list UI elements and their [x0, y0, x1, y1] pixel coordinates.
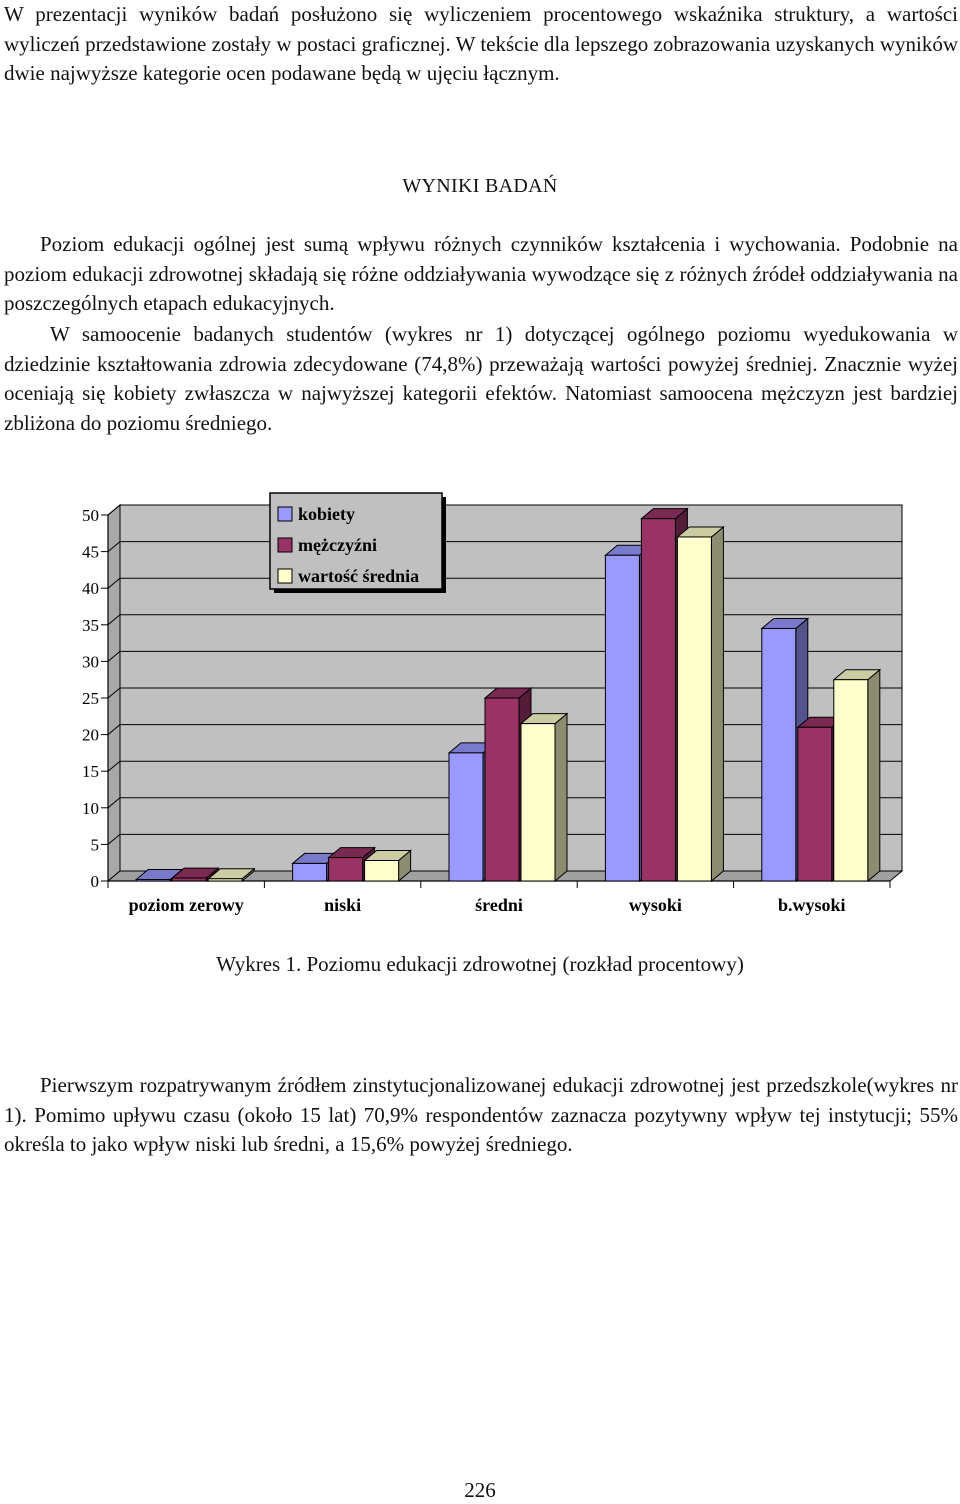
y-tick-label: 35	[82, 615, 99, 635]
y-tick-label: 5	[90, 835, 99, 855]
y-axis-ticks	[82, 506, 108, 891]
bar-front	[605, 555, 639, 881]
bar-front	[449, 753, 483, 881]
legend-swatch	[278, 569, 292, 583]
x-category-label: b.wysoki	[778, 895, 846, 915]
x-category-label: poziom zerowy	[128, 895, 244, 915]
bar-front	[641, 519, 675, 881]
section-paragraph-2: W samoocenie badanych studentów (wykres nr 1) dotyczącej ogólnego poziomu wyedukowania w dziedzinie kształtowania zdrowia zdecydowane (74,8%) przeważają wartości powyżej średniej. Znacznie wyżej oceniają się kobiety zwłaszcza w najwyższej kategorii efektów. Natomiast samoocena mężczyzn jest bardziej zbliżona do poziomu średniego.	[4, 322, 958, 435]
section-heading: WYNIKI BADAŃ	[402, 175, 558, 197]
bar-front	[834, 680, 868, 881]
y-tick-label: 45	[82, 542, 99, 562]
y-tick-label: 25	[82, 689, 99, 708]
bar-chart	[0, 485, 960, 925]
bar-front	[136, 880, 170, 881]
bar-front	[521, 724, 555, 881]
y-tick-label: 40	[82, 579, 99, 599]
legend-label: kobiety	[298, 504, 356, 524]
legend-swatch	[278, 538, 292, 552]
bar-front	[172, 878, 206, 881]
bar-side	[711, 527, 723, 881]
legend-swatch	[278, 507, 292, 521]
chart-legend	[270, 493, 446, 593]
y-tick-label: 0	[90, 872, 99, 891]
bar	[834, 670, 880, 881]
bar-front	[365, 861, 399, 881]
bar-side	[868, 670, 880, 881]
closing-paragraph: Pierwszym rozpatrywanym źródłem zinstytucjonalizowanej edukacji zdrowotnej jest przedszkole(wykres nr 1). Pomimo upływu czasu (około 15 lat) 70,9% respondentów zaznacza pozytywny wpływ tej instytucji; 55% określa to jako wpływ niski lub średni, a 15,6% powyżej średniego.	[4, 1073, 958, 1156]
bar	[365, 851, 411, 881]
bar-front	[208, 879, 242, 881]
y-tick-label: 20	[82, 725, 99, 745]
bar-front	[762, 628, 796, 881]
intro-paragraph: W prezentacji wyników badań posłużono się wyliczeniem procentowego wskaźnika struktury, a wartości wyliczeń przedstawione zostały w postaci graficznej. W tekście dla lepszego zobrazowania uzyskanych wyników dwie najwyższe kategorie ocen podawane będą w ujęciu łącznym.	[4, 2, 958, 85]
y-tick-label: 10	[82, 798, 99, 818]
bar-front	[798, 727, 832, 881]
bar-front	[677, 537, 711, 881]
bar-front	[485, 698, 519, 881]
y-tick-label: 30	[82, 652, 99, 672]
legend-label: wartość średnia	[298, 566, 420, 586]
y-tick-label: 15	[82, 762, 99, 782]
x-category-label: niski	[324, 895, 362, 915]
x-category-label: średni	[475, 895, 523, 915]
figure-caption: Wykres 1. Poziomu edukacji zdrowotnej (rozkład procentowy)	[216, 952, 744, 976]
bar-front	[293, 863, 327, 881]
bar	[521, 714, 567, 881]
x-category-label: wysoki	[628, 895, 682, 915]
bar-front	[329, 858, 363, 881]
bar-side	[555, 714, 567, 881]
legend-label: mężczyźni	[298, 535, 377, 555]
x-axis-labels	[129, 895, 846, 915]
y-tick-label: 50	[82, 506, 99, 525]
bar	[677, 527, 723, 881]
section-paragraph-1: Poziom edukacji ogólnej jest sumą wpływu różnych czynników kształcenia i wychowania. Podobnie na poziom edukacji zdrowotnej składają się różne oddziaływania wywodzące się z różnych źródeł oddziaływania na poszczególnych etapach edukacyjnych.	[4, 232, 958, 315]
page-number: 226	[464, 1478, 496, 1502]
